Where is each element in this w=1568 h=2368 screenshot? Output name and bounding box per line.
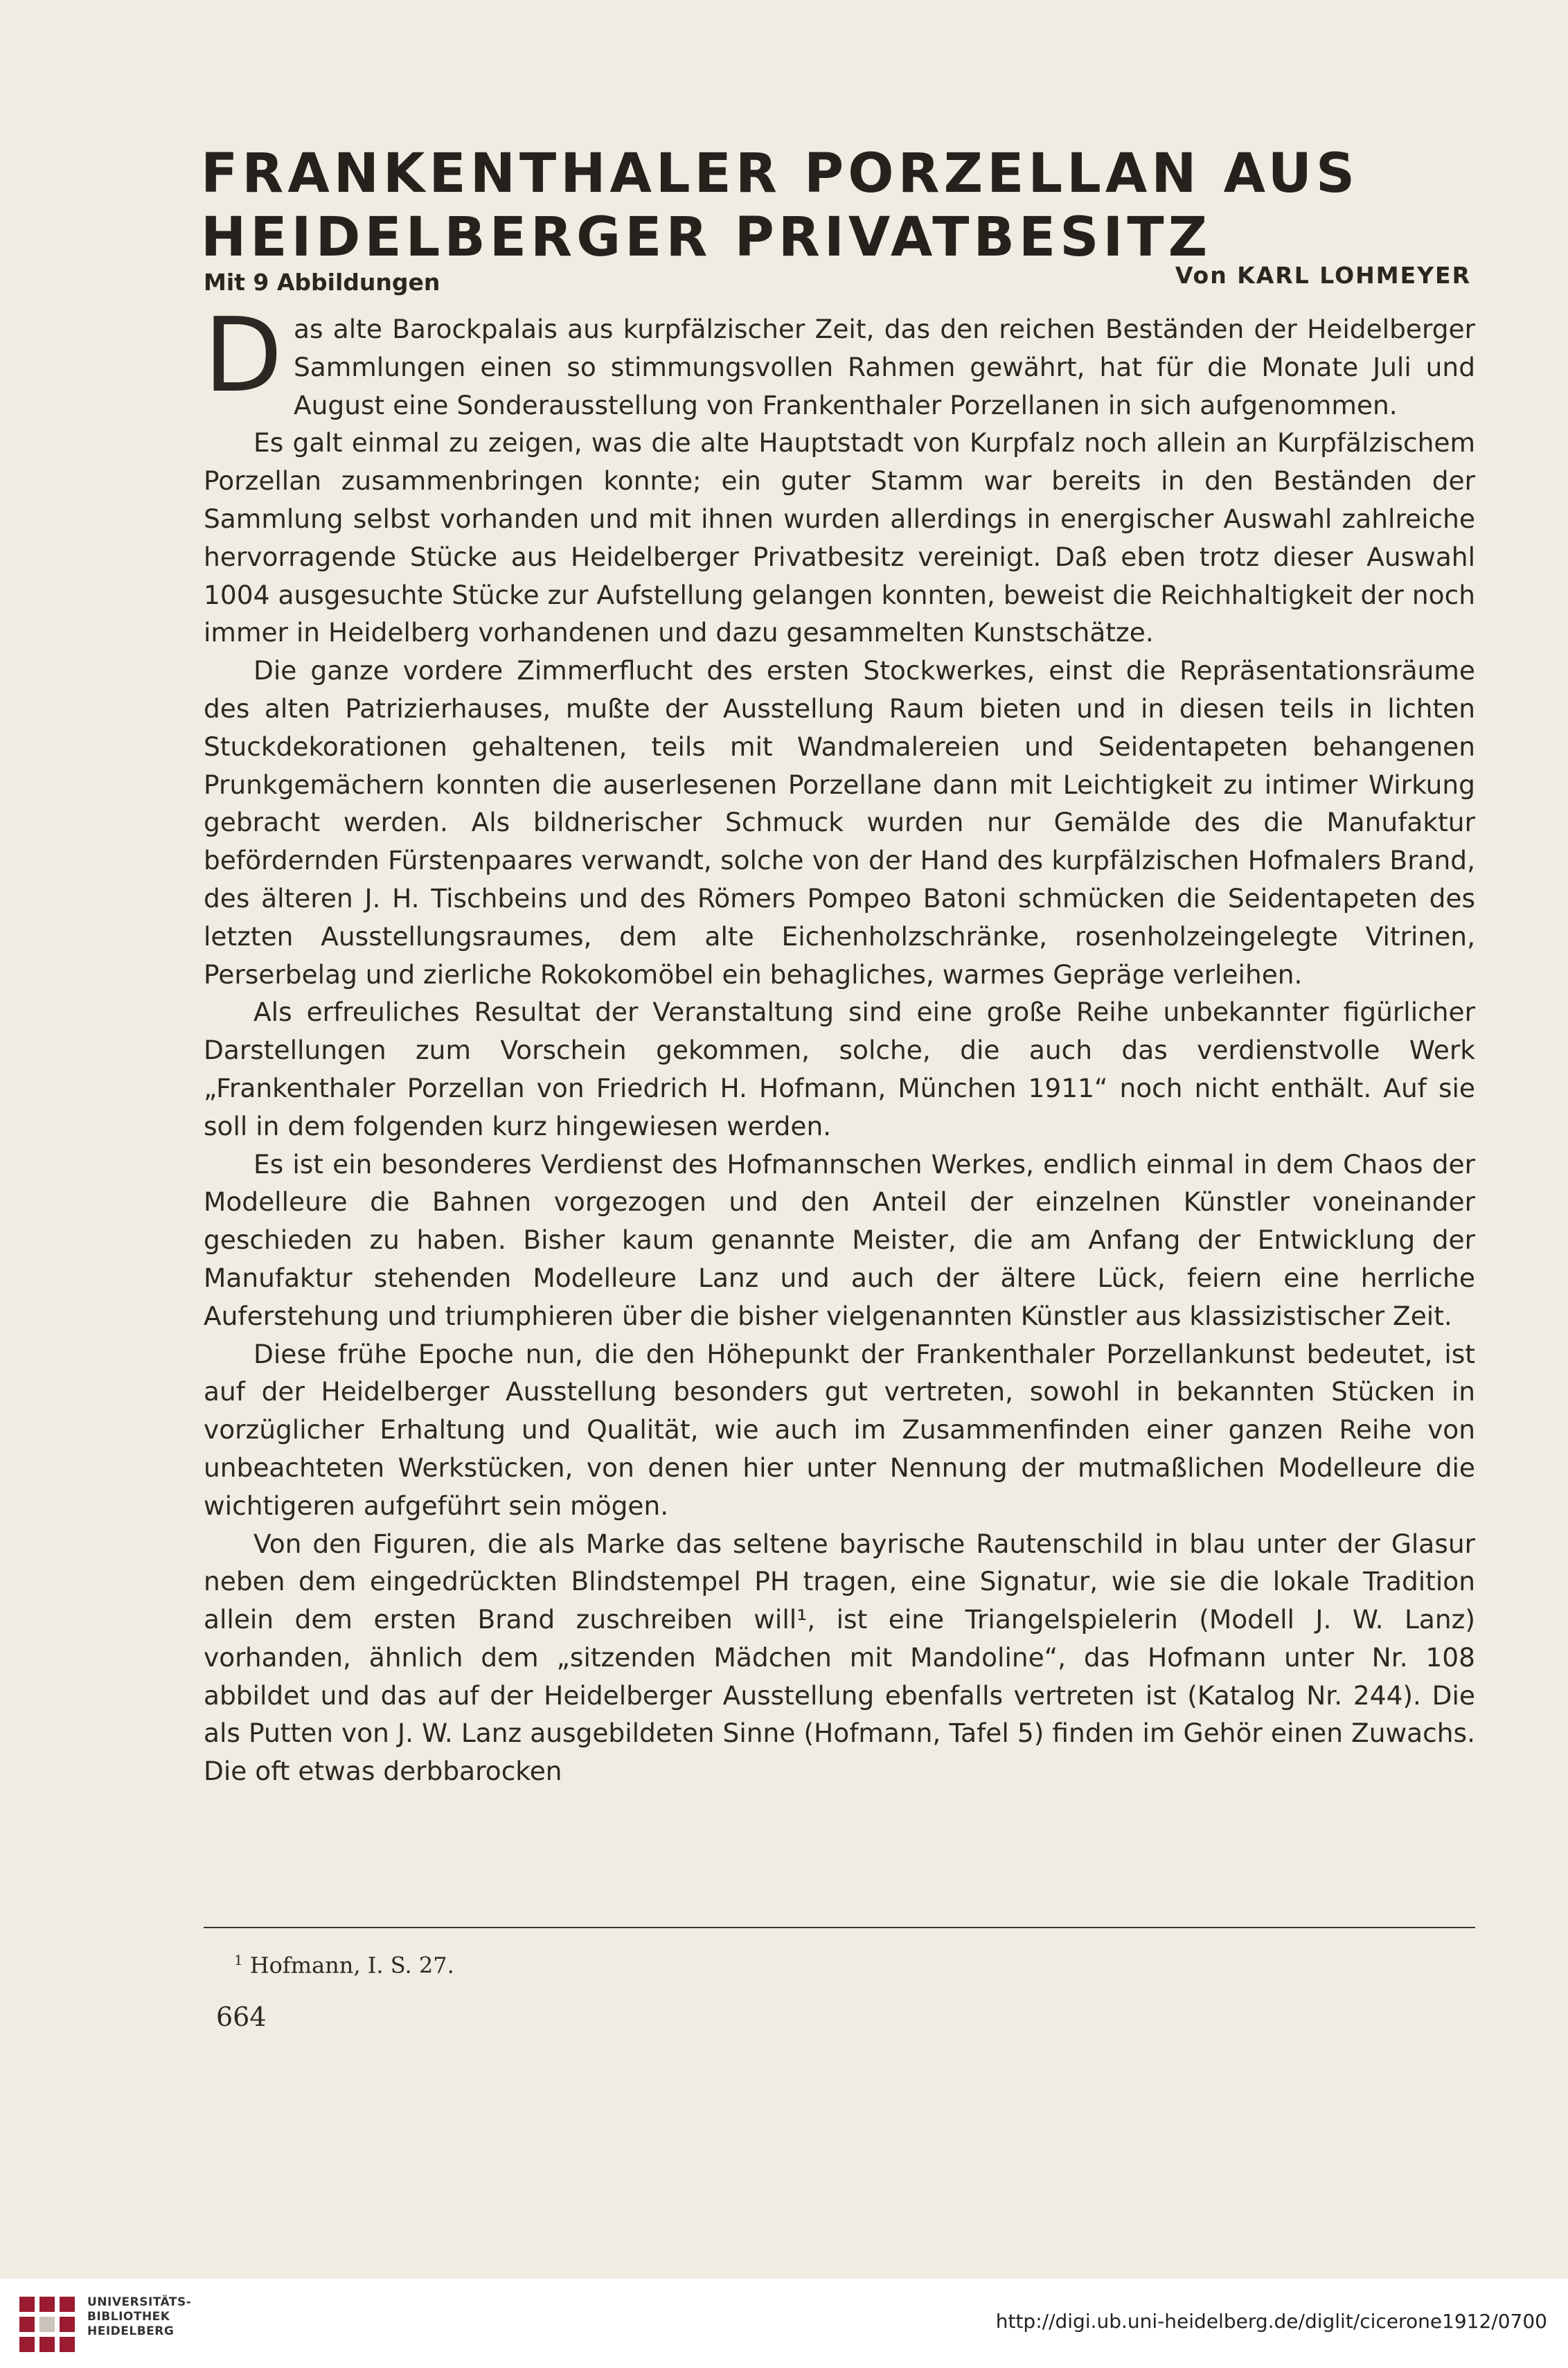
title-line-1: FRANKENTHALER PORZELLAN AUS bbox=[201, 143, 1360, 205]
paragraph: Es ist ein besonderes Verdienst des Hofmannschen Werkes, endlich einmal in dem Chaos der Modelleure die Bahnen vorgezogen und den Anteil der einzelnen Künstler voneinander geschieden zu haben. Bisher kaum genannte Meister, die am Anfang der Entwicklung der Manufaktur stehenden Modelleure Lanz und auch der ältere Lück, feiern eine herrliche Auferstehung und triumphieren über die bisher vielgenannten Künstler aus klassizistischer Zeit. bbox=[204, 1148, 1475, 1331]
paragraph: Es galt einmal zu zeigen, was die alte Hauptstadt von Kurpfalz noch allein an Kurpfälzischem Porzellan zusammenbringen konnte; ein guter Stamm war bereits in den Beständen der Sammlung selbst vorhanden und mit ihnen wurden allerdings in energischer Auswahl zahlreiche hervorragende Stücke aus Heidelberger Privatbesitz vereinigt. Daß eben trotz dieser Auswahl 1004 ausgesuchte Stücke zur Aufstellung gelangen konnten, beweist die Reichhaltigkeit der noch immer in Heidelberg vorhandenen und dazu gesammelten Kunstschätze. bbox=[204, 427, 1475, 648]
article-body bbox=[204, 296, 1475, 1790]
footnote-divider bbox=[204, 1927, 1475, 1928]
article-title bbox=[201, 142, 1489, 269]
paragraph: Diese frühe Epoche nun, die den Höhepunkt der Frankenthaler Porzellankunst bedeutet, ist auf der Heidelberger Ausstellung besonders gut vertreten, sowohl in bekannten Stücken in vorzüglicher Erhaltung und Qualität, wie auch im Zusammenfinden einer ganzen Reihe von unbeachteten Werkstücken, von denen hier unter Nennung der mutmaßlichen Modelleure die wichtigeren aufgeführt sein mögen. bbox=[204, 1338, 1475, 1521]
illustration-count: Mit 9 Abbildungen bbox=[204, 269, 440, 296]
paragraph: Das alte Barockpalais aus kurpfälzischer Zeit, das den reichen Beständen der Heidelberger Sammlungen einen so stimmungsvollen Rahmen gewährt, hat für die Monate Juli und August eine Sonderausstellung von Frankenthaler Porzellanen in sich aufgenommen. bbox=[204, 296, 1475, 420]
paragraph: Als erfreuliches Resultat der Veranstaltung sind eine große Reihe unbekannter figürlicher Darstellungen zum Vorschein gekommen, solche, die auch das verdienstvolle Werk „Frankenthaler Porzellan von Friedrich H. Hofmann, München 1911“ noch nicht enthält. Auf sie soll in dem folgenden kurz hingewiesen werden. bbox=[204, 997, 1475, 1141]
footnote bbox=[234, 1952, 454, 1979]
drop-cap: D bbox=[204, 296, 283, 415]
footnote-text: Hofmann, I. S. 27. bbox=[249, 1952, 454, 1979]
author: Von KARL LOHMEYER bbox=[1175, 262, 1471, 289]
byline bbox=[204, 262, 1471, 296]
library-name: UNIVERSITÄTS- BIBLIOTHEK HEIDELBERG bbox=[87, 2295, 192, 2338]
digitization-footer bbox=[0, 2279, 1568, 2368]
footnote-marker: 1 bbox=[234, 1952, 243, 1968]
permalink[interactable]: http://digi.ub.uni-heidelberg.de/diglit/cicerone1912/0700 bbox=[995, 2310, 1547, 2333]
paragraph: Die ganze vordere Zimmerflucht des ersten Stockwerkes, einst die Repräsentationsräume des alten Patrizierhauses, mußte der Ausstellung Raum bieten und in diesen teils in lichten Stuckdekorationen gehaltenen, teils mit Wandmalereien und Seidentapeten behangenen Prunkgemächern konnten die auserlesenen Porzellane dann mit Leichtigkeit zu intimer Wirkung gebracht werden. Als bildnerischer Schmuck wurden nur Gemälde des die Manufaktur befördernden Fürstenpaares verwandt, solche von der Hand des kurpfälzischen Hofmalers Brand, des älteren J. H. Tischbeins und des Römers Pompeo Batoni schmücken die Seidentapeten des letzten Ausstellungsraumes, dem alte Eichenholzschränke, rosenholzeingelegte Vitrinen, Perserbelag und zierliche Rokokomöbel ein behagliches, warmes Gepräge verleihen. bbox=[204, 655, 1475, 990]
title-line-2: HEIDELBERGER PRIVATBESITZ bbox=[201, 206, 1212, 269]
university-library-logo-icon[interactable] bbox=[17, 2294, 78, 2358]
page-number: 664 bbox=[216, 2002, 267, 2032]
paragraph: Von den Figuren, die als Marke das seltene bayrische Rautenschild in blau unter der Glasur neben dem eingedrückten Blindstempel PH tragen, eine Signatur, wie sie die lokale Tradition allein dem ersten Brand zuschreiben will¹, ist eine Triangelspielerin (Modell J. W. Lanz) vorhanden, ähnlich dem „sitzenden Mädchen mit Mandoline“, das Hofmann unter Nr. 108 abbildet und das auf der Heidelberger Ausstellung ebenfalls vertreten ist (Katalog Nr. 244). Die als Putten von J. W. Lanz ausgebildeten Sinne (Hofmann, Tafel 5) finden im Gehör einen Zuwachs. Die oft etwas derbbarocken bbox=[204, 1528, 1475, 1787]
